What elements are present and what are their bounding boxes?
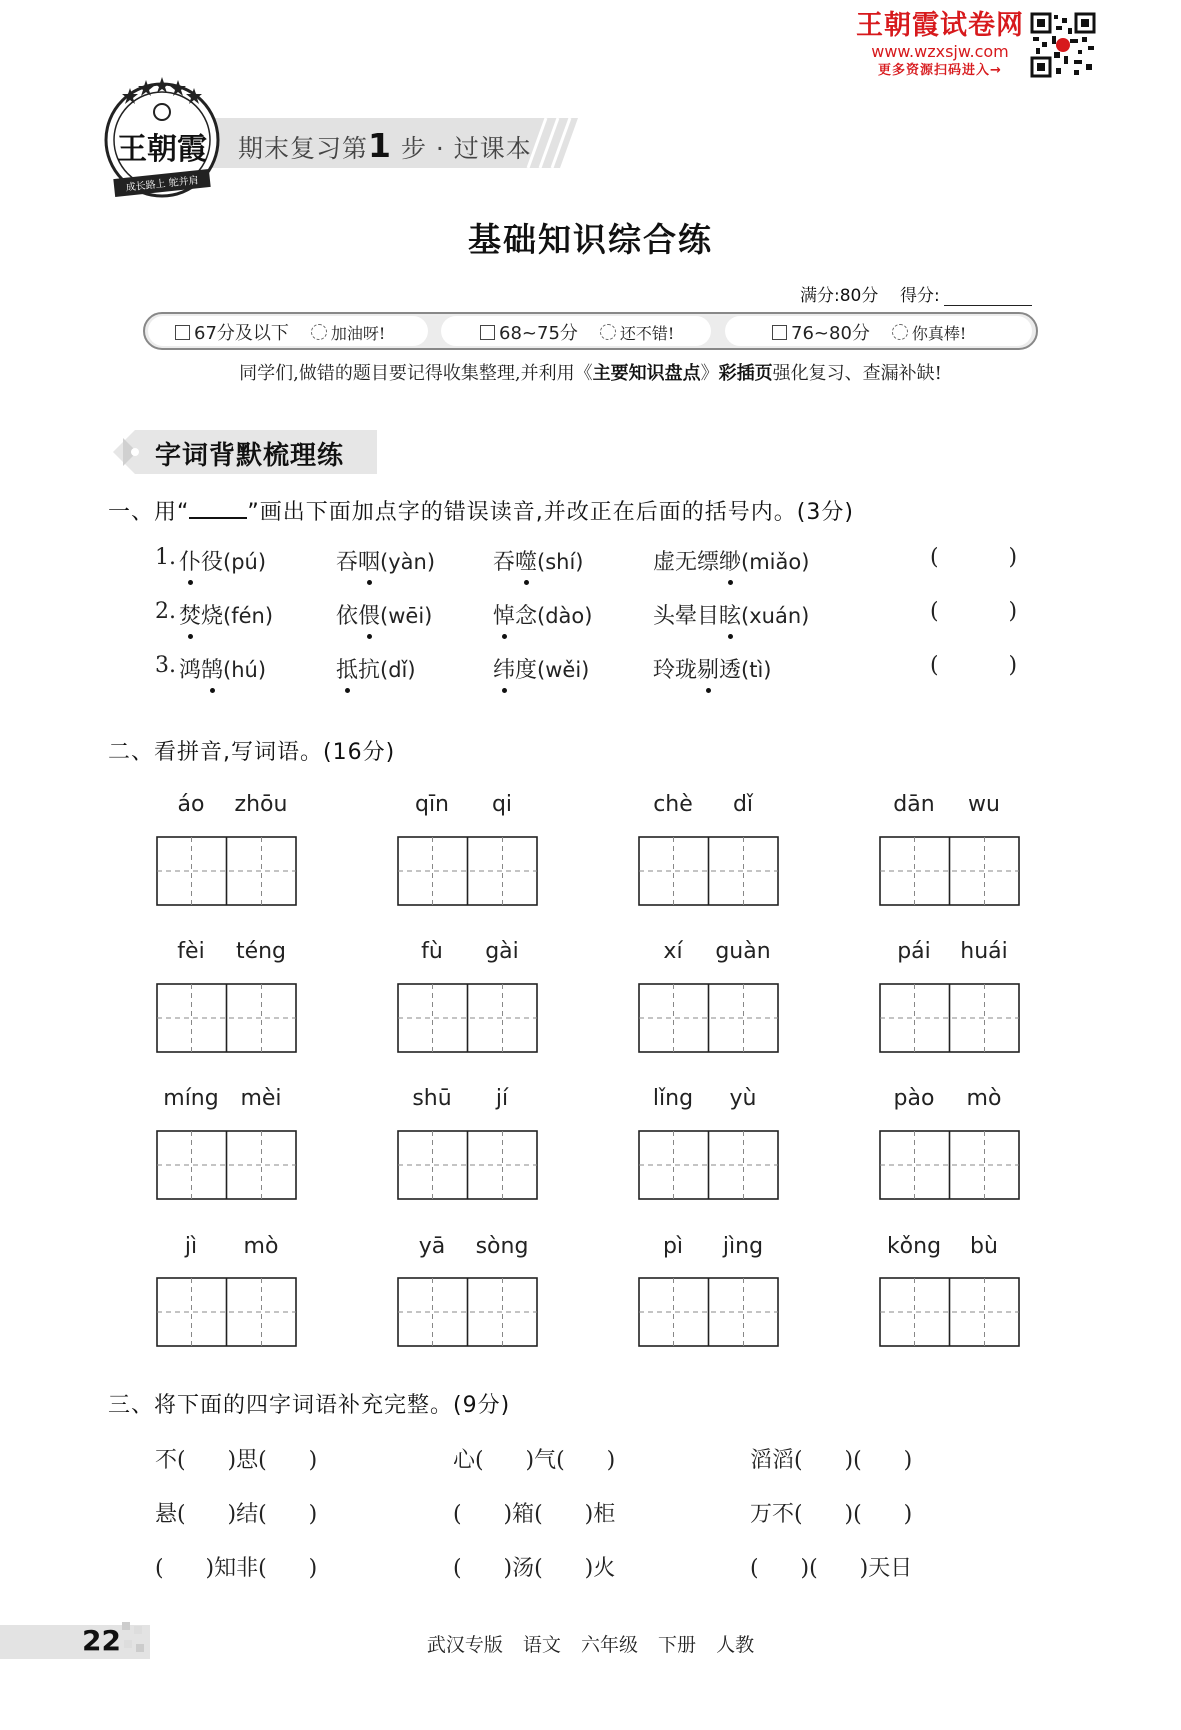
pinyin-label: shū bbox=[412, 1086, 452, 1111]
pinyin-label: wu bbox=[968, 792, 1000, 817]
pinyin-label: gài bbox=[485, 939, 519, 964]
dotted-char[interactable]: 悼 bbox=[493, 599, 515, 630]
step-suffix: 步 · 过课本 bbox=[400, 134, 532, 163]
writing-grid-box[interactable] bbox=[156, 836, 297, 906]
pinyin-label: qīn bbox=[414, 792, 450, 817]
pinyin-label: pì bbox=[662, 1234, 684, 1259]
rating-option[interactable] bbox=[480, 319, 674, 345]
pinyin-label: xí bbox=[663, 939, 683, 964]
pinyin-label: chè bbox=[653, 792, 693, 817]
dotted-char[interactable]: 缈 bbox=[719, 545, 741, 576]
pinyin-label: sòng bbox=[475, 1234, 529, 1259]
q1-word-item bbox=[653, 545, 809, 576]
pinyin-reading: (hú) bbox=[223, 658, 267, 682]
page-title: 基础知识综合练 bbox=[468, 220, 713, 259]
pinyin-label: huái bbox=[960, 939, 1008, 964]
pinyin-label: jìng bbox=[722, 1234, 764, 1259]
q1-word-item bbox=[179, 545, 266, 576]
word-suffix: 度 bbox=[515, 658, 538, 683]
writing-grid-box[interactable] bbox=[638, 1130, 779, 1200]
footer-term: 下册 bbox=[658, 1634, 697, 1656]
dotted-char[interactable]: 鹄 bbox=[201, 653, 223, 684]
pinyin-label: jì bbox=[184, 1234, 198, 1259]
idiom-blank-item[interactable]: 万不( )( ) bbox=[750, 1502, 913, 1527]
pinyin-reading: (fén) bbox=[223, 604, 274, 628]
checkbox-icon[interactable] bbox=[772, 325, 787, 340]
idiom-blank-item[interactable]: 悬( )结( ) bbox=[155, 1502, 318, 1527]
writing-grid-box[interactable] bbox=[879, 983, 1020, 1053]
rating-range: 68~75分 bbox=[499, 323, 578, 344]
brand-url[interactable]: www.wzxsjw.com bbox=[871, 42, 1009, 61]
badge-name: 王朝霞 bbox=[117, 132, 207, 167]
face-icon bbox=[892, 324, 908, 340]
step-number: 1 bbox=[368, 126, 392, 165]
pinyin-reading: (wěi) bbox=[537, 658, 590, 682]
writing-grid-box[interactable] bbox=[397, 836, 538, 906]
qr-code-icon[interactable] bbox=[1030, 12, 1096, 78]
footer-press: 人教 bbox=[716, 1634, 755, 1656]
pinyin-label: yù bbox=[729, 1086, 757, 1111]
note-highlight: 彩插页 bbox=[718, 363, 773, 384]
pinyin-label: míng bbox=[163, 1086, 219, 1111]
writing-grid-box[interactable] bbox=[156, 983, 297, 1053]
q1-title-part: ”画出下面加点字的错误读音,并改正在后面的括号内。(3分) bbox=[247, 500, 854, 525]
pinyin-label: fù bbox=[421, 939, 443, 964]
rating-range: 67分及以下 bbox=[194, 323, 289, 344]
q1-word-item bbox=[653, 653, 772, 684]
pinyin-label: mò bbox=[243, 1234, 279, 1259]
self-rating-bar bbox=[143, 312, 1038, 350]
face-icon bbox=[311, 324, 327, 340]
pinyin-reading: (xuán) bbox=[741, 604, 810, 628]
step-title bbox=[238, 126, 532, 165]
idiom-blank-item[interactable]: 不( )思( ) bbox=[155, 1448, 318, 1473]
footer-edition: 武汉专版 bbox=[426, 1634, 503, 1656]
dotted-char[interactable]: 纬 bbox=[493, 653, 515, 684]
pinyin-reading: (shí) bbox=[537, 550, 584, 574]
badge-motto: 成长路上 鸵并肩 bbox=[125, 175, 200, 194]
pinyin-label: lǐng bbox=[652, 1086, 694, 1111]
q1-word-item bbox=[336, 599, 432, 630]
footer-grade: 六年级 bbox=[580, 1634, 638, 1656]
writing-grid-box[interactable] bbox=[638, 983, 779, 1053]
checkbox-icon[interactable] bbox=[480, 325, 495, 340]
brand-block bbox=[855, 10, 1025, 80]
word-prefix: 鸿 bbox=[179, 658, 202, 683]
pinyin-label: yā bbox=[418, 1234, 446, 1259]
dotted-char[interactable]: 仆 bbox=[179, 545, 201, 576]
note-part: 强化复习、查漏补缺! bbox=[772, 363, 942, 384]
brand-badge-logo bbox=[100, 76, 224, 200]
step-prefix: 期末复习第 bbox=[238, 134, 369, 163]
note-part: 》 bbox=[700, 363, 719, 384]
rating-option[interactable] bbox=[175, 319, 385, 345]
pinyin-reading: (pú) bbox=[223, 550, 267, 574]
pinyin-reading: (yàn) bbox=[380, 550, 436, 574]
idiom-blank-item[interactable]: 心( )气( ) bbox=[453, 1448, 616, 1473]
q1-word-item bbox=[336, 545, 435, 576]
full-score: 满分:80分 bbox=[800, 286, 879, 306]
word-suffix: 烧 bbox=[201, 604, 224, 629]
underline-sample bbox=[189, 499, 247, 519]
writing-grid-box[interactable] bbox=[397, 983, 538, 1053]
rating-range: 76~80分 bbox=[791, 323, 870, 344]
dotted-char[interactable]: 偎 bbox=[358, 599, 380, 630]
pinyin-reading: (miǎo) bbox=[741, 550, 810, 574]
q1-word-item bbox=[179, 599, 273, 630]
q1-title-part: 一、用“ bbox=[108, 500, 190, 525]
word-prefix: 依 bbox=[336, 604, 359, 629]
word-prefix: 虚无缥 bbox=[653, 550, 720, 575]
score-blank[interactable] bbox=[944, 289, 1032, 306]
writing-grid-box[interactable] bbox=[879, 1130, 1020, 1200]
face-icon bbox=[600, 324, 616, 340]
pinyin-label: zhōu bbox=[234, 792, 288, 817]
footer-info bbox=[0, 1630, 1181, 1657]
idiom-blank-item[interactable]: ( )( )天日 bbox=[750, 1556, 913, 1581]
pinyin-label: qi bbox=[491, 792, 513, 817]
pinyin-reading: (tì) bbox=[741, 658, 772, 682]
idiom-blank-item[interactable]: ( )知非( ) bbox=[155, 1556, 318, 1581]
q1-row-number: 2. bbox=[155, 599, 176, 624]
note-highlight: 主要知识盘点 bbox=[592, 363, 701, 384]
pinyin-label: dān bbox=[893, 792, 935, 817]
brand-scan-text: 更多资源扫码进入→ bbox=[878, 63, 1002, 78]
writing-grid-box[interactable] bbox=[397, 1130, 538, 1200]
answer-parentheses[interactable]: ( ) bbox=[930, 545, 1018, 570]
word-prefix: 头晕目 bbox=[653, 604, 720, 629]
q1-row-number: 1. bbox=[155, 545, 176, 570]
writing-grid-box[interactable] bbox=[638, 836, 779, 906]
footer-subject: 语文 bbox=[522, 1634, 561, 1656]
idiom-blank-item[interactable]: ( )汤( )火 bbox=[453, 1556, 616, 1581]
pinyin-reading: (wēi) bbox=[380, 604, 433, 628]
q1-title bbox=[108, 495, 854, 526]
word-prefix: 吞 bbox=[336, 550, 359, 575]
page-number: 22 bbox=[82, 1624, 121, 1657]
dotted-char[interactable]: 焚 bbox=[179, 599, 201, 630]
pinyin-label: kǒng bbox=[886, 1234, 942, 1259]
q1-word-item bbox=[493, 545, 584, 576]
word-suffix: 念 bbox=[515, 604, 538, 629]
writing-grid-box[interactable] bbox=[638, 1277, 779, 1347]
rating-message: 你真棒! bbox=[911, 323, 967, 343]
rating-option[interactable] bbox=[772, 319, 966, 345]
instruction-note bbox=[0, 359, 1181, 385]
q1-word-item bbox=[653, 599, 809, 630]
section-title: 字词背默梳理练 bbox=[155, 441, 345, 471]
brand-name: 王朝霞试卷网 bbox=[856, 10, 1024, 41]
word-suffix: 透 bbox=[719, 658, 742, 683]
writing-grid-box[interactable] bbox=[397, 1277, 538, 1347]
q1-word-item bbox=[493, 653, 589, 684]
answer-parentheses[interactable]: ( ) bbox=[930, 599, 1018, 624]
q1-word-item bbox=[493, 599, 592, 630]
checkbox-icon[interactable] bbox=[175, 325, 190, 340]
word-suffix: 抗 bbox=[358, 658, 381, 683]
q3-title: 三、将下面的四字词语补充完整。(9分) bbox=[108, 1393, 511, 1418]
q2-title: 二、看拼音,写词语。(16分) bbox=[108, 740, 396, 765]
pinyin-label: dǐ bbox=[732, 792, 754, 817]
pinyin-label: pái bbox=[897, 939, 931, 964]
pinyin-label: pào bbox=[893, 1086, 935, 1111]
idiom-blank-item[interactable]: 滔滔( )( ) bbox=[750, 1448, 913, 1473]
q1-word-item bbox=[179, 653, 266, 684]
pinyin-label: guàn bbox=[715, 939, 771, 964]
rating-message: 还不错! bbox=[619, 323, 675, 343]
dotted-char[interactable]: 眩 bbox=[719, 599, 741, 630]
score-line bbox=[800, 281, 1032, 306]
pinyin-reading: (dǐ) bbox=[380, 658, 416, 682]
pinyin-label: téng bbox=[235, 939, 287, 964]
q1-word-item bbox=[336, 653, 416, 684]
pinyin-reading: (dào) bbox=[537, 604, 593, 628]
word-prefix: 吞 bbox=[493, 550, 516, 575]
writing-grid-box[interactable] bbox=[156, 1130, 297, 1200]
idiom-blank-item[interactable]: ( )箱( )柜 bbox=[453, 1502, 616, 1527]
pinyin-label: jí bbox=[495, 1086, 509, 1111]
pinyin-label: mèi bbox=[240, 1086, 282, 1111]
note-part: 同学们,做错的题目要记得收集整理,并利用《 bbox=[239, 363, 593, 384]
pinyin-label: áo bbox=[177, 792, 205, 817]
word-prefix: 玲珑 bbox=[653, 658, 698, 683]
word-suffix: 役 bbox=[201, 550, 224, 575]
pinyin-label: mò bbox=[966, 1086, 1002, 1111]
writing-grid-box[interactable] bbox=[156, 1277, 297, 1347]
pinyin-label: fèi bbox=[177, 939, 205, 964]
writing-grid-box[interactable] bbox=[879, 836, 1020, 906]
score-label: 得分: bbox=[899, 286, 940, 306]
dotted-char[interactable]: 噬 bbox=[515, 545, 537, 576]
q1-row-number: 3. bbox=[155, 653, 176, 678]
writing-grid-box[interactable] bbox=[879, 1277, 1020, 1347]
pinyin-label: bù bbox=[970, 1234, 998, 1259]
dotted-char[interactable]: 抵 bbox=[336, 653, 358, 684]
rating-message: 加油呀! bbox=[330, 323, 386, 343]
dotted-char[interactable]: 咽 bbox=[358, 545, 380, 576]
dotted-char[interactable]: 剔 bbox=[697, 653, 719, 684]
answer-parentheses[interactable]: ( ) bbox=[930, 653, 1018, 678]
